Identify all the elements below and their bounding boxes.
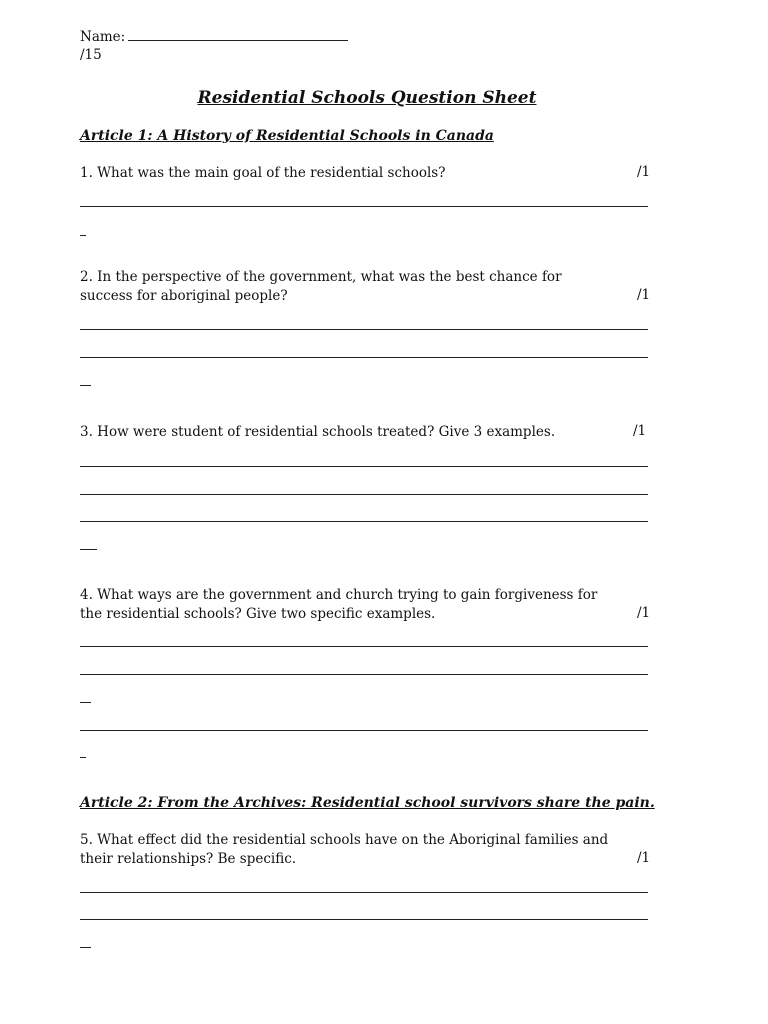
question-3: 3. How were student of residential schools treated? Give 3 examples.	[80, 424, 556, 440]
answer-line[interactable]	[80, 466, 648, 467]
question-1: 1. What was the main goal of the residential schools?	[80, 165, 446, 181]
answer-line[interactable]	[80, 919, 648, 920]
answer-line[interactable]	[80, 646, 648, 647]
answer-line[interactable]	[80, 730, 648, 731]
question-2: 2. In the perspective of the government, what was the best chance for success for aboriginal people?	[80, 269, 562, 304]
question-4-score: /1	[637, 605, 651, 621]
answer-line-tail	[80, 385, 91, 386]
question-5-score: /1	[637, 850, 651, 866]
answer-line-tail	[80, 947, 91, 948]
answer-line[interactable]	[80, 329, 648, 330]
article-2-heading: Article 2: From the Archives: Residential school survivors share the pain.	[80, 795, 655, 811]
answer-line-tail	[80, 757, 86, 758]
name-blank[interactable]	[128, 28, 348, 41]
total-score: /15	[80, 47, 102, 63]
answer-line[interactable]	[80, 892, 648, 893]
question-1-score: /1	[637, 164, 651, 180]
answer-line-tail	[80, 549, 97, 550]
question-5: 5. What effect did the residential schools have on the Aboriginal families and their relationships? Be specific.	[80, 832, 609, 867]
answer-line-tail	[80, 702, 91, 703]
article-1-heading: Article 1: A History of Residential Schools in Canada	[80, 128, 494, 144]
question-3-score: /1	[633, 423, 647, 439]
answer-line[interactable]	[80, 357, 648, 358]
question-2-score: /1	[637, 287, 651, 303]
answer-line[interactable]	[80, 494, 648, 495]
answer-line[interactable]	[80, 521, 648, 522]
question-4: 4. What ways are the government and church trying to gain forgiveness for the residential schools? Give two specific examples.	[80, 587, 598, 622]
name-field[interactable]	[80, 28, 348, 45]
answer-line-tail	[80, 235, 86, 236]
answer-line[interactable]	[80, 674, 648, 675]
page-title: Residential Schools Question Sheet	[197, 88, 537, 108]
answer-line[interactable]	[80, 206, 648, 207]
name-label: Name:	[80, 29, 126, 45]
